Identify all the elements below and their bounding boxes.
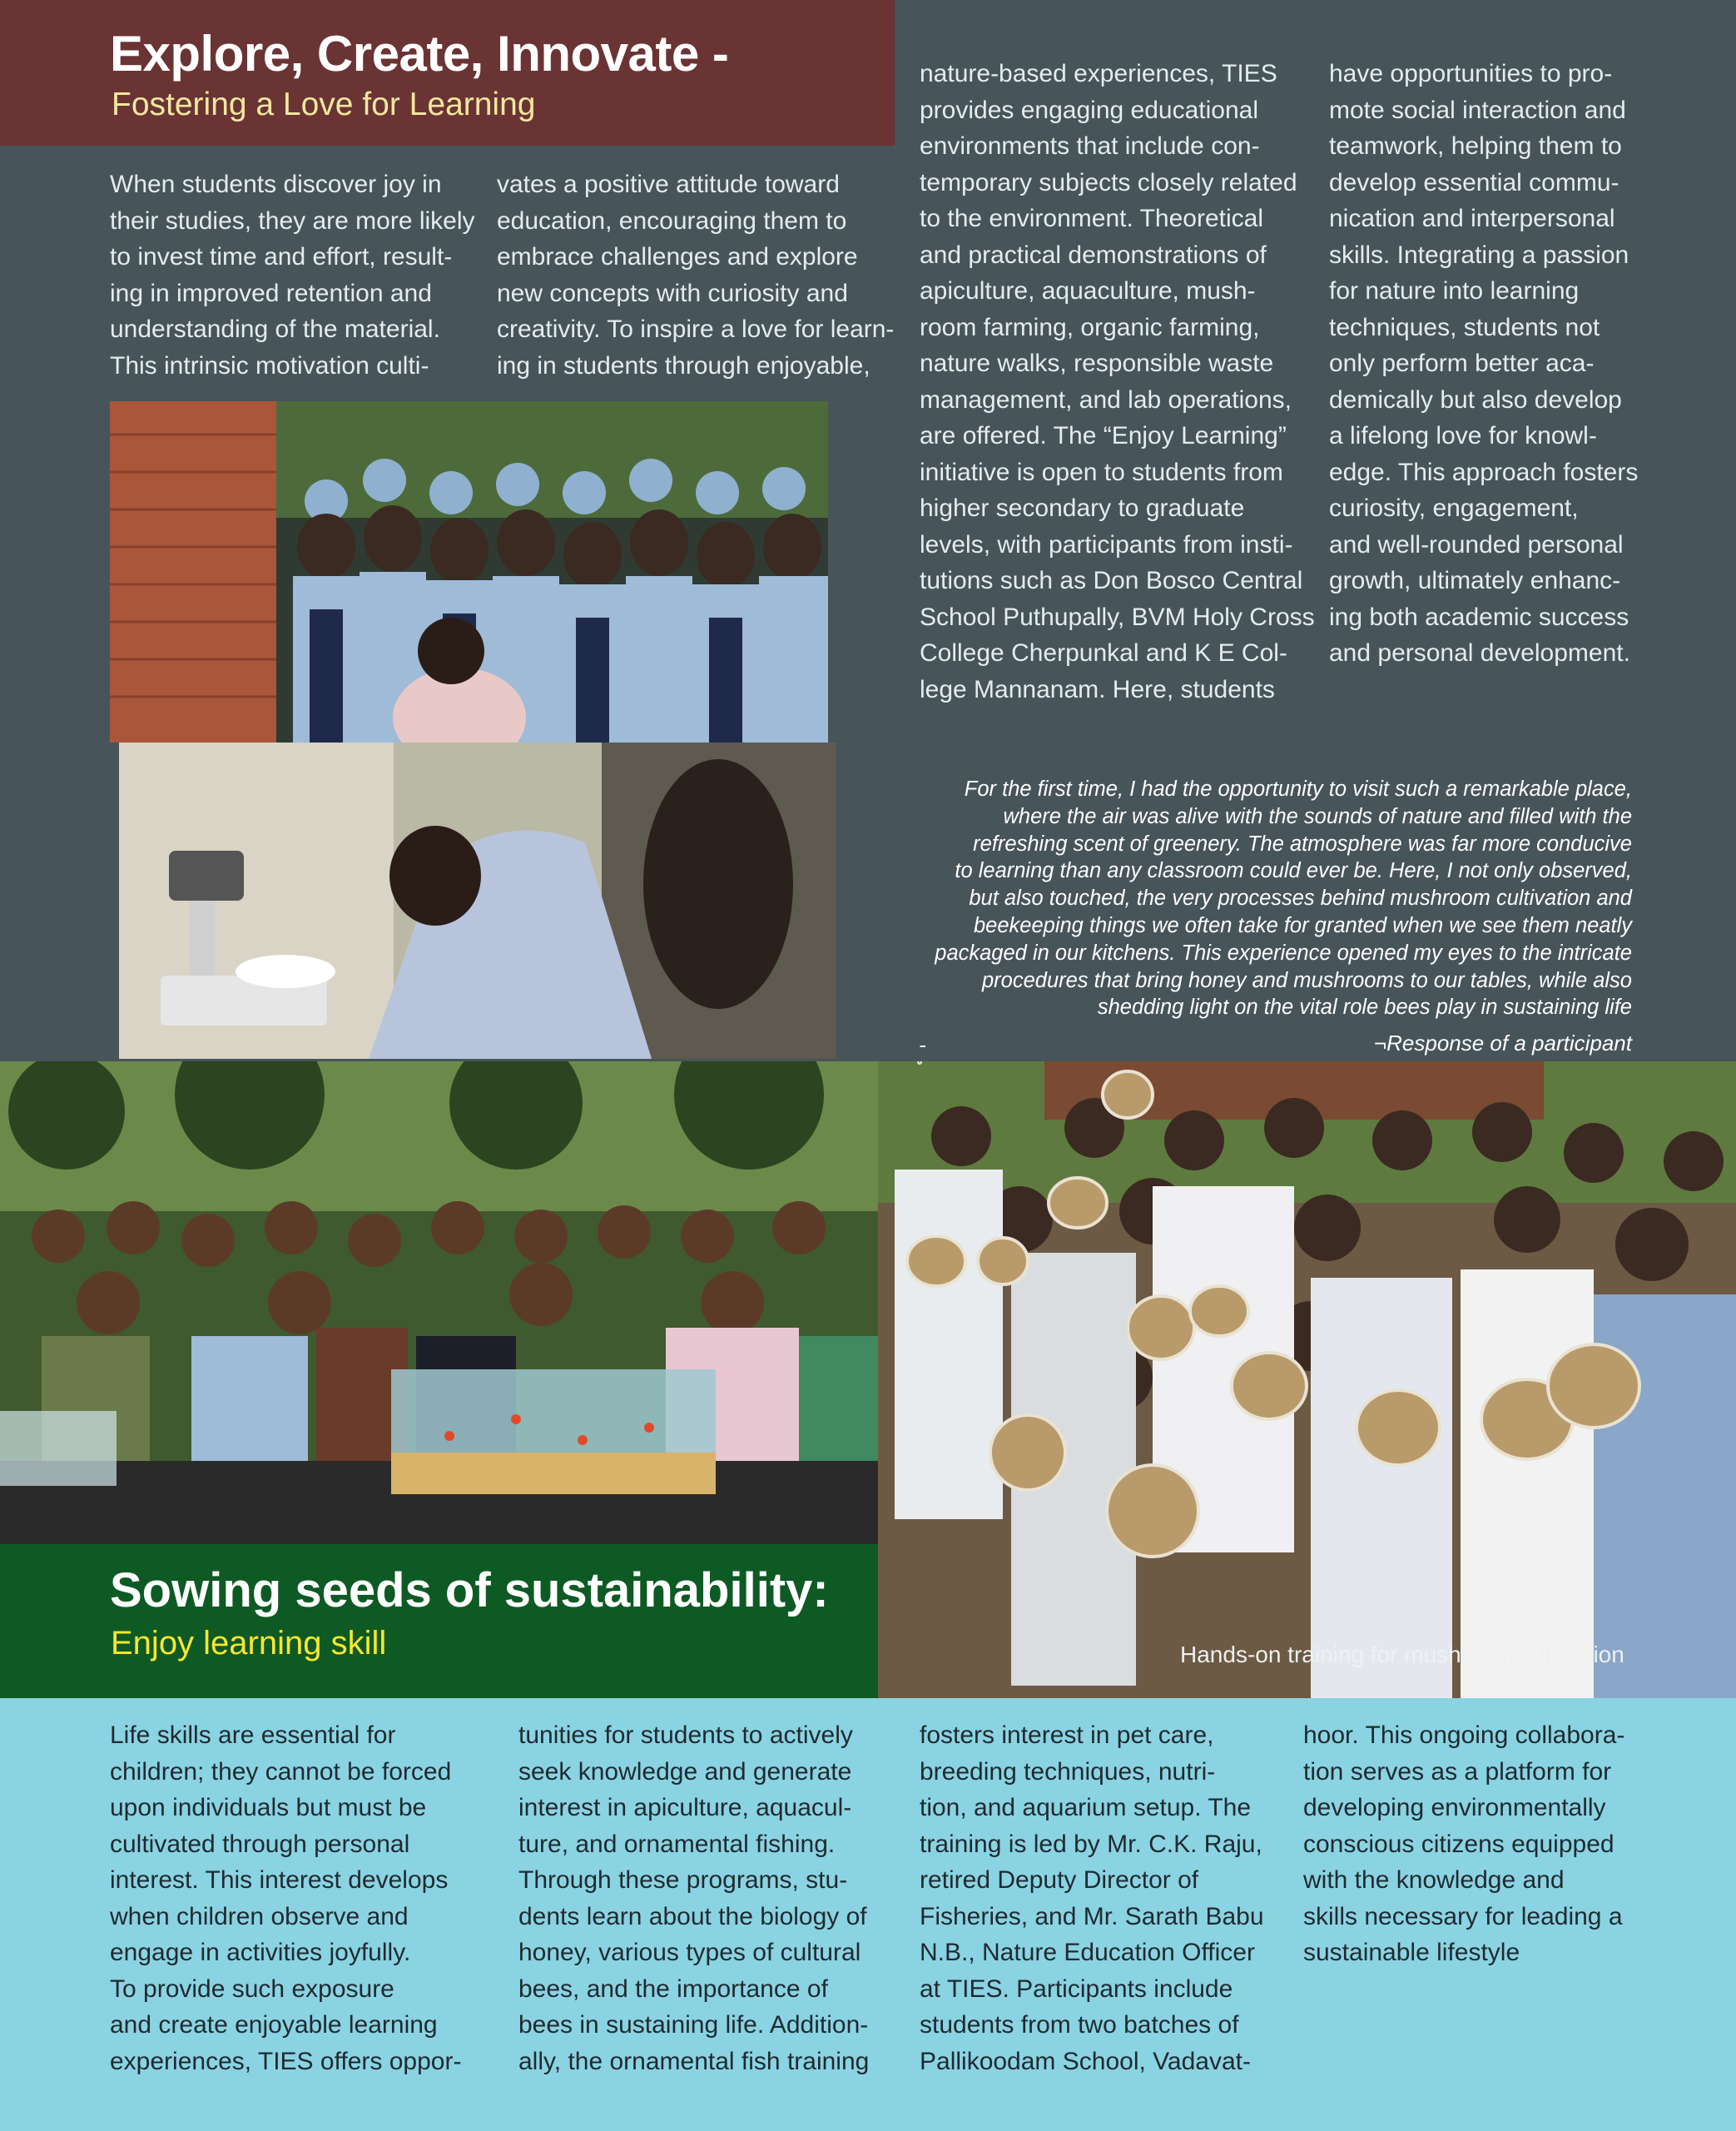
section2-column-3: fosters interest in pet care, breeding techniques, nutri- tion, and aquarium setup. The training is led by Mr. C.K. Raju, retired Deputy Director of Fisheries, and Mr. Sarath Babu N.B., Nature Education Officer at TIES. Participants include students from two batches of Pallikoodam School, Vadavat-: [920, 1721, 1264, 2075]
mushroom-cultivation-photo: [878, 1061, 1736, 1698]
students-group-photo: [110, 401, 828, 743]
section2-column-2: tunities for students to actively seek knowledge and generate interest in apiculture, aquacul- ture, and ornamental fishing. Through these programs, stu- dents learn about the biology of honey, various types of cultural bees, and the importance of bees in sustaining life. Addition- ally, the ornamental fish training: [518, 1721, 870, 2075]
section1-banner: [0, 0, 895, 146]
section1-column-2: vates a positive attitude toward education, encouraging them to embrace challenges and explore new concepts with curiosity and creativity. To inspire a love for learn- ing in students through enjoyable,: [497, 171, 895, 380]
section1-subtitle: Fostering a Love for Learning: [112, 87, 536, 122]
participant-quote: For the first time, I had the opportunity to visit such a remarkable place, where the air was alive with the sounds of nature and filled with the refreshing scent of greenery. The atmosphere was far more conducive to learning than any classroom could ever be. Here, I not only observed, but also touched, the very processes behind mushroom cultivation and beekeeping things we often take for granted when we see them neatly packaged in our kitchens. This experience opened my eyes to the intricate procedures that bring honey and mushrooms to our tables, while also shedding light on the vital role bees play in sustaining life: [935, 777, 1632, 1020]
section2-title: Sowing seeds of sustainability:: [110, 1563, 829, 1617]
section1-column-1: When students discover joy in their studies, they are more likely to invest time and effort, result- ing in improved retention and understanding of the material. This intrinsic motivation culti-: [110, 171, 475, 380]
section2-banner: [0, 1544, 878, 1698]
section1-column-4: have opportunities to pro- mote social interaction and teamwork, helping them to develop essential commu- nication and interpersonal skills. Integrating a passion for nature into learning techniques, students not only perform better aca- demically but also develop a lifelong love for knowl- edge. This approach fosters curiosity, engagement, and well-rounded personal growth, ultimately enhanc- ing both academic success and personal development.: [1329, 60, 1639, 667]
section2-column-4: hoor. This ongoing collabora- tion serves as a platform for developing environmentally conscious citizens equipped with the knowledge and skills necessary for leading a sustainable lifestyle: [1303, 1721, 1625, 1966]
aquarium-group-photo: [0, 1061, 878, 1544]
section1-title: Explore, Create, Innovate -: [110, 26, 729, 82]
photo-caption: Hands-on training for mushroom cultivation: [1180, 1642, 1624, 1667]
section2-column-1: Life skills are essential for children; they cannot be forced upon individuals but must be cultivated through personal interest. This interest develops when children observe and engage in activities joyfully. To provide such exposure and create enjoyable learning experiences, TIES offers oppor-: [110, 1721, 462, 2075]
quote-attribution: ¬Response of a participant: [1373, 1031, 1632, 1056]
microscope-lab-photo: [119, 743, 836, 1059]
section2-subtitle: Enjoy learning skill: [111, 1625, 387, 1662]
section1-column-3: nature-based experiences, TIES provides engaging educational environments that include con- temporary subjects closely related to the environment. Theoretical and practical demonstrations of apiculture, aquaculture, mush- room farming, organic farming, nature walks, responsible waste management, and lab operations, are offered. The “Enjoy Learning” initiative is open to students from higher secondary to graduate levels, with participants from insti- tutions such as Don Bosco Central School Puthupally, BVM Holy Cross College Cherpunkal and K E Col- lege Mannanam. Here, students: [920, 60, 1315, 703]
quote-dash: -: [919, 1032, 926, 1057]
